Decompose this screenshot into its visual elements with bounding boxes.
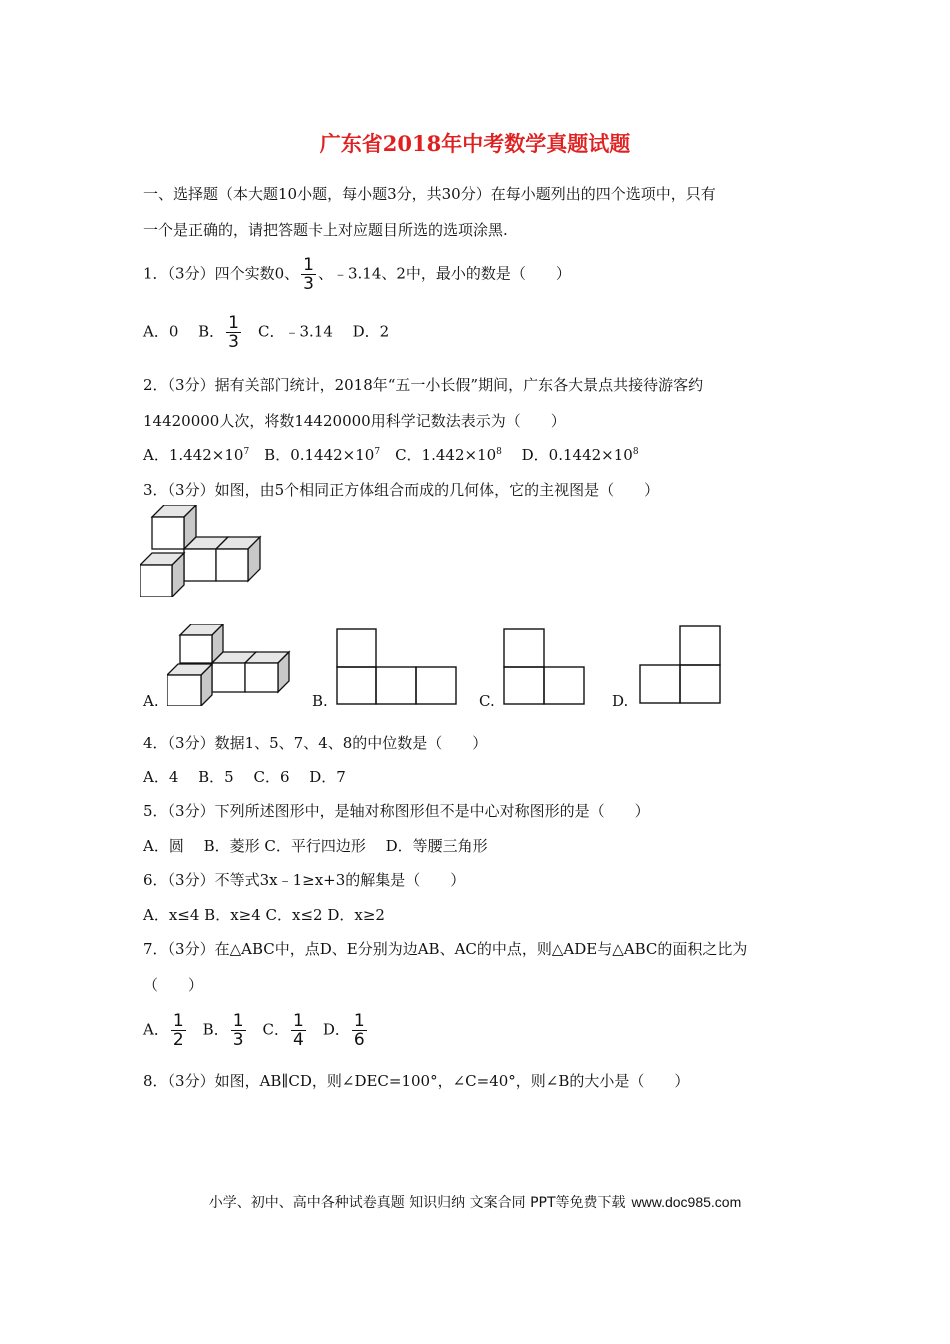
question-5-options: A．圆 B．菱形 C．平行四边形 D．等腰三角形 bbox=[143, 837, 488, 855]
question-2-line2: 14420000人次，将数14420000用科学记数法表示为（ ） bbox=[143, 412, 566, 430]
option-a-figure bbox=[167, 624, 295, 706]
q7-fd-den: 6 bbox=[353, 1030, 365, 1050]
question-4: 4．（3分）数据1、5、7、4、8的中位数是（ ） bbox=[143, 734, 488, 752]
question-6-options: A．x≤4 B．x≥4 C．x≤2 D．x≥2 bbox=[143, 906, 385, 924]
question-7-line1: 7．（3分）在△ABC中，点D、E分别为边AB、AC的中点，则△ADE与△ABC的面积之比为 bbox=[143, 940, 748, 958]
question-3: 3．（3分）如图，由5个相同正方体组合而成的几何体，它的主视图是（ ） bbox=[143, 481, 660, 499]
question-1 bbox=[143, 256, 571, 293]
q1-optb-den: 3 bbox=[228, 332, 239, 352]
question-2-line1: 2．（3分）据有关部门统计，2018年“五一小长假”期间，广东各大景点共接待游客约 bbox=[143, 376, 704, 394]
q7-label-d: D． bbox=[307, 1020, 350, 1039]
section1-line2: 一个是正确的，请把答题卡上对应题目所选的选项涂黑. bbox=[143, 221, 508, 239]
footer-site-link[interactable]: www.doc985.com bbox=[631, 1194, 742, 1210]
q7-fc-num: 1 bbox=[293, 1011, 304, 1031]
q2-option-b: B．0.1442×10 bbox=[249, 446, 375, 464]
option-c-figure bbox=[503, 628, 586, 706]
q3-label-d: D. bbox=[612, 692, 629, 710]
page-title: 广东省2018年中考数学真题试题 bbox=[319, 131, 631, 156]
q7-fd-num: 1 bbox=[353, 1011, 365, 1031]
q3-label-a: A. bbox=[143, 692, 159, 710]
q1-frac-den: 3 bbox=[303, 274, 314, 294]
question-1-options bbox=[143, 314, 389, 351]
question-5: 5．（3分）下列所述图形中，是轴对称图形但不是中心对称图形的是（ ） bbox=[143, 802, 650, 820]
q7-fa-num: 1 bbox=[172, 1011, 184, 1031]
q2-option-c: C．1.442×10 bbox=[380, 446, 497, 464]
question-7-options bbox=[143, 1012, 369, 1049]
q2-option-a: A．1.442×10 bbox=[143, 446, 244, 464]
q7-label-c: C． bbox=[247, 1020, 290, 1039]
question-2-options bbox=[143, 444, 639, 465]
q7-option-d-fraction bbox=[352, 1012, 367, 1049]
cube-solid-figure bbox=[140, 505, 265, 597]
question-6: 6．（3分）不等式3x﹣1≥x+3的解集是（ ） bbox=[143, 871, 466, 889]
q7-label-a: A． bbox=[143, 1020, 169, 1039]
question-7-line2: （ ） bbox=[143, 976, 204, 994]
option-b-figure bbox=[336, 628, 458, 706]
q1-option-b-fraction bbox=[226, 314, 241, 351]
q7-label-b: B． bbox=[187, 1020, 229, 1039]
q1-option-a: A．0 B． bbox=[143, 322, 225, 341]
q2-option-b-exp: 7 bbox=[374, 447, 381, 457]
q2-option-d: D．0.1442×10 bbox=[501, 446, 633, 464]
footer bbox=[0, 1192, 950, 1212]
q7-fa-den: 2 bbox=[172, 1030, 184, 1050]
q1-optb-num: 1 bbox=[228, 313, 239, 333]
q1-suffix: 、﹣3.14、2中，最小的数是（ ） bbox=[317, 264, 571, 283]
q7-option-a-fraction bbox=[171, 1012, 186, 1049]
q7-fb-den: 3 bbox=[232, 1030, 244, 1050]
footer-text: 小学、初中、高中各种试卷真题 知识归纳 文案合同 PPT等免费下载 bbox=[208, 1195, 626, 1211]
q3-label-c: C. bbox=[479, 692, 495, 710]
q7-fc-den: 4 bbox=[293, 1030, 304, 1050]
question-8: 8．（3分）如图，AB∥CD，则∠DEC=100°，∠C=40°，则∠B的大小是（ ） bbox=[143, 1072, 690, 1090]
q3-label-b: B. bbox=[312, 692, 328, 710]
q1-options-cd: C．﹣3.14 D．2 bbox=[243, 322, 390, 341]
option-d-figure bbox=[639, 625, 722, 705]
q2-option-c-exp: 8 bbox=[496, 447, 502, 457]
question-4-options: A．4 B．5 C．6 D．7 bbox=[143, 768, 346, 786]
q2-option-a-exp: 7 bbox=[243, 447, 250, 457]
q1-fraction bbox=[301, 256, 316, 293]
q2-option-d-exp: 8 bbox=[632, 447, 639, 457]
q1-prefix: 1．（3分）四个实数0、 bbox=[143, 264, 300, 283]
q1-frac-num: 1 bbox=[303, 255, 314, 275]
section1-line1: 一、选择题（本大题10小题，每小题3分，共30分）在每小题列出的四个选项中，只有 bbox=[143, 185, 716, 203]
q7-fb-num: 1 bbox=[232, 1011, 244, 1031]
q7-option-b-fraction bbox=[231, 1012, 246, 1049]
q7-option-c-fraction bbox=[291, 1012, 306, 1049]
